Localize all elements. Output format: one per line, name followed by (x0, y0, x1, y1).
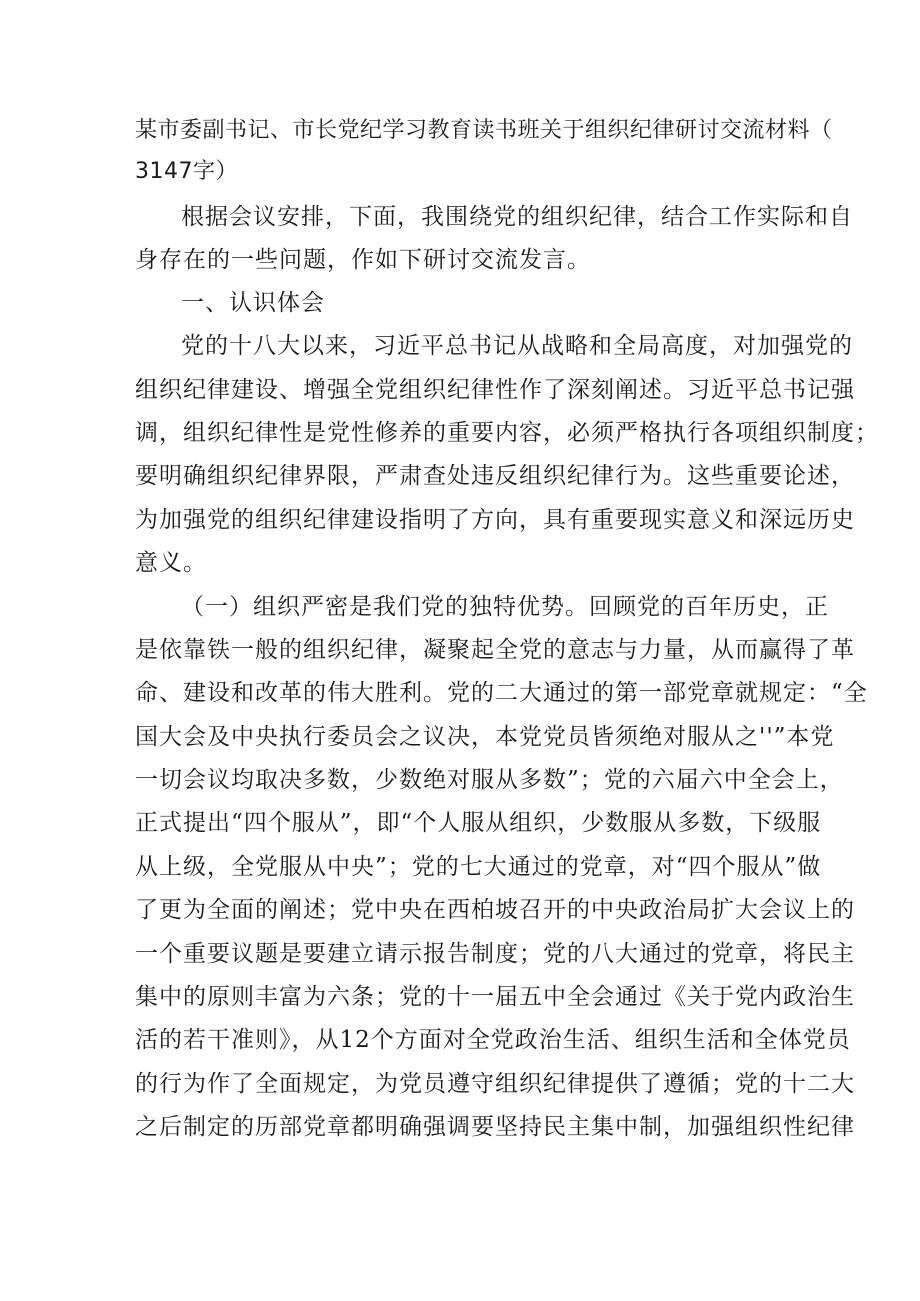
paragraph-line: 正式提出“四个服从”，即“个人服从组织，少数服从多数，下级服 (135, 810, 822, 836)
paragraph-line: 组织纪律建设、增强全党组织纪律性作了深刻阐述。习近平总书记强 (135, 377, 855, 403)
paragraph-line: （一）组织严密是我们党的独特优势。回顾党的百年历史，正 (181, 594, 829, 620)
paragraph-line: 根据会议安排，下面，我围绕党的组织纪律，结合工作实际和自 (181, 204, 853, 230)
paragraph-line: 活的若干准则》，从12个方面对全党政治生活、组织生活和全体党员 (135, 1027, 851, 1053)
paragraph-line: 为加强党的组织纪律建设指明了方向，具有重要现实意义和深远历史 (135, 507, 855, 533)
document-title-line-2: 3147字） (135, 159, 238, 184)
paragraph-line: 之后制定的历部党章都明确强调要坚持民主集中制，加强组织性纪律 (135, 1114, 855, 1140)
paragraph-line: 一切会议均取决多数，少数绝对服从多数”；党的六届六中全会上， (135, 767, 844, 793)
paragraph-line: 一个重要议题是要建立请示报告制度；党的八大通过的党章，将民主 (135, 941, 855, 967)
paragraph-line: 国大会及中央执行委员会之议决，本党党员皆须绝对服从之''”本党 (135, 724, 835, 750)
paragraph-line: 是依靠铁一般的组织纪律，凝聚起全党的意志与力量，从而赢得了革 (135, 637, 855, 663)
paragraph-line: 意义。 (135, 550, 207, 576)
section-heading-text: 一、认识体会 (181, 290, 325, 316)
paragraph-line: 从上级，全党服从中央”；党的七大通过的党章，对“四个服从”做 (135, 854, 822, 880)
paragraph-line: 的行为作了全面规定，为党员遵守组织纪律提供了遵循；党的十二大 (135, 1071, 855, 1097)
paragraph-line: 党的十八大以来，习近平总书记从战略和全局高度，对加强党的 (181, 333, 853, 359)
paragraph-line: 身存在的一些问题，作如下研讨交流发言。 (135, 247, 591, 273)
paragraph-line: 了更为全面的阐述；党中央在西柏坡召开的中央政治局扩大会议上的 (135, 897, 855, 923)
paragraph-line: 集中的原则丰富为六条；党的十一届五中全会通过《关于党内政治生 (135, 984, 855, 1010)
paragraph-line: 命、建设和改革的伟大胜利。党的二大通过的第一部党章就规定：“全 (135, 680, 868, 706)
paragraph-line: 调，组织纪律性是党性修养的重要内容，必须严格执行各项组织制度； (135, 420, 879, 446)
document-title-line-1: 某市委副书记、市长党纪学习教育读书班关于组织纪律研讨交流材料（ (135, 118, 833, 143)
paragraph-line: 要明确组织纪律界限，严肃查处违反组织纪律行为。这些重要论述， (135, 463, 855, 489)
